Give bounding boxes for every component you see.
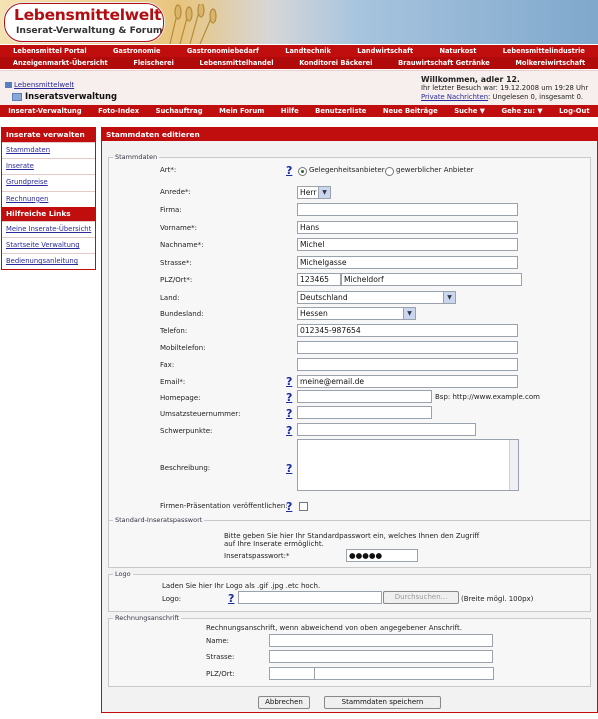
rechnung-name-input[interactable] xyxy=(269,634,493,647)
private-messages-link[interactable]: Private Nachrichten xyxy=(421,92,489,101)
cancel-button[interactable]: Abbrechen xyxy=(258,696,310,709)
vorname-input[interactable]: Hans xyxy=(297,221,518,234)
last-visit-text: Ihr letzter Besuch war: 19.12.2008 um 19:28 Uhr xyxy=(421,84,589,93)
breadcrumb-bar xyxy=(0,70,598,106)
nachname-label: Nachname*: xyxy=(160,241,204,249)
site-logo[interactable] xyxy=(4,3,164,42)
sidebar-heading-links: Hilfreiche Links xyxy=(2,207,95,221)
menu-item-gastronomie[interactable]: Gastronomie xyxy=(112,47,161,55)
main-panel xyxy=(101,127,598,713)
sidebar-link-inserate[interactable]: Inserate xyxy=(6,162,34,171)
help-icon-schwerpunkte[interactable]: ? xyxy=(286,424,293,437)
sidebar-link-stammdaten[interactable]: Stammdaten xyxy=(6,146,51,154)
rechnung-plz-input[interactable] xyxy=(269,667,315,680)
welcome-box xyxy=(421,76,588,101)
sidebar-link-startseite[interactable]: Startseite Verwaltung xyxy=(6,240,80,249)
sidebar-link-bedienungsanleitung[interactable]: Bedienungsanleitung xyxy=(6,257,79,266)
radio-gelegenheitsanbieter-label: Gelegenheitsanbieter xyxy=(309,166,385,174)
nav-foto-index[interactable]: Foto-Index xyxy=(98,107,140,115)
firma-input[interactable] xyxy=(297,203,518,216)
beschreibung-label: Beschreibung: xyxy=(160,464,211,472)
nav-hilfe[interactable]: Hilfe xyxy=(280,107,299,115)
wheat-image xyxy=(160,4,230,44)
menu-item-fleischerei[interactable]: Fleischerei xyxy=(133,59,174,67)
praesentation-label: Firmen-Präsentation veröffentlichen: xyxy=(160,502,288,510)
radio-gewerblicher-label: gewerblicher Anbieter xyxy=(396,166,474,174)
sidebar-item-bedienungsanleitung[interactable] xyxy=(2,253,95,269)
header-banner xyxy=(0,0,598,44)
menu-item-brauwirtschaft[interactable]: Brauwirtschaft Getränke xyxy=(398,59,490,67)
breadcrumb-link-lebensmittelwelt[interactable]: Lebensmittelwelt xyxy=(14,81,75,89)
sidebar-item-rechnungen[interactable] xyxy=(2,191,95,207)
land-label: Land: xyxy=(160,294,180,302)
passwort-label: Inseratspasswort:* xyxy=(224,552,290,560)
plz-input[interactable]: 123465 xyxy=(297,273,341,286)
messages-status: : Ungelesen 0, insgesamt 0. xyxy=(488,92,584,101)
menu-item-gastronomiebedarf[interactable]: Gastronomiebedarf xyxy=(186,47,259,55)
welcome-title: Willkommen, adler 12. xyxy=(421,75,520,84)
nav-mein-forum[interactable]: Mein Forum xyxy=(219,107,265,115)
rechnung-plz-label: PLZ/Ort: xyxy=(206,670,235,678)
homepage-hint: Bsp: http://www.example.com xyxy=(435,393,540,401)
browse-button[interactable]: Durchsuchen... xyxy=(383,591,459,604)
schwerpunkte-input[interactable] xyxy=(297,423,476,436)
radio-gelegenheitsanbieter[interactable] xyxy=(298,167,307,176)
nachname-input[interactable]: Michel xyxy=(297,238,518,251)
nav-inserat-verwaltung[interactable]: Inserat-Verwaltung xyxy=(8,107,82,115)
sidebar-link-meine-inserate[interactable]: Meine Inserate-Übersicht xyxy=(6,224,92,233)
logo-label: Logo: xyxy=(162,595,182,603)
umsatzsteuer-input[interactable] xyxy=(297,406,432,419)
homepage-input[interactable] xyxy=(297,390,432,403)
passwort-input[interactable]: ●●●●● xyxy=(346,549,418,562)
anrede-select[interactable] xyxy=(297,186,331,199)
nav-log-out[interactable]: Log-Out xyxy=(559,107,590,115)
land-select[interactable] xyxy=(297,291,456,304)
rechnung-text: Rechnungsanschrift, wenn abweichend von oben angegebener Anschrift. xyxy=(206,624,462,632)
rechnung-ort-input[interactable] xyxy=(314,667,494,680)
help-icon-logo[interactable]: ? xyxy=(228,592,235,605)
logo-upload-text: Laden Sie hier Ihr Logo als .gif .jpg .etc hoch. xyxy=(162,582,321,590)
rechnung-strasse-input[interactable] xyxy=(269,650,493,663)
umsatzsteuer-label: Umsatzsteuernummer: xyxy=(160,410,241,418)
chevron-down-icon: ▼ xyxy=(318,187,330,198)
telefon-label: Telefon: xyxy=(160,327,188,335)
sidebar-link-grundpreise[interactable]: Grundpreise xyxy=(6,178,48,187)
sidebar-item-inserate[interactable] xyxy=(2,158,95,174)
sidebar-item-stammdaten[interactable] xyxy=(2,142,95,158)
menu-item-lebensmittelhandel[interactable]: Lebensmittelhandel xyxy=(199,59,274,67)
art-label: Art*: xyxy=(160,166,177,174)
schwerpunkte-label: Schwerpunkte: xyxy=(160,427,213,435)
help-icon-praesentation[interactable]: ? xyxy=(286,500,293,513)
praesentation-checkbox[interactable] xyxy=(299,502,308,511)
menu-item-anzeigenmarkt[interactable]: Anzeigenmarkt-Übersicht xyxy=(12,59,108,67)
rechnung-strasse-label: Strasse: xyxy=(206,653,235,661)
nav-suche-dropdown[interactable]: Suche ▼ xyxy=(454,107,486,115)
passwort-text-1: Bitte geben Sie hier Ihr Standardpasswort ein, welches Ihnen den Zugriff xyxy=(224,532,480,540)
bundesland-value: Hessen xyxy=(300,309,328,318)
fax-input[interactable] xyxy=(297,358,518,371)
breadcrumb xyxy=(5,81,74,89)
legend-stammdaten: Stammdaten xyxy=(115,153,158,161)
help-icon-email[interactable]: ? xyxy=(286,375,293,388)
category-menu xyxy=(0,57,598,69)
sidebar-item-meine-inserate[interactable] xyxy=(2,221,95,237)
help-icon-umsatzsteuer[interactable]: ? xyxy=(286,407,293,420)
folder-icon xyxy=(12,93,22,101)
legend-rechnung: Rechnungsanschrift xyxy=(115,614,180,622)
menu-item-lebensmittelindustrie[interactable]: Lebensmittelindustrie xyxy=(502,47,585,55)
bundesland-label: Bundesland: xyxy=(160,310,204,318)
portal-menu xyxy=(0,45,598,57)
email-label: Email*: xyxy=(160,378,186,386)
breadcrumb-current xyxy=(12,91,117,101)
sidebar-item-grundpreise[interactable] xyxy=(2,174,95,190)
anrede-value: Herr xyxy=(300,188,317,197)
ort-input[interactable]: Micheldorf xyxy=(341,273,522,286)
nav-neue-beitraege[interactable]: Neue Beiträge xyxy=(382,107,438,115)
page-title: Stammdaten editieren xyxy=(102,128,597,141)
logo-subtitle: Inserat-Verwaltung & Forum xyxy=(16,25,163,36)
bundesland-select[interactable] xyxy=(297,307,416,320)
sidebar-heading-inserate: Inserate verwalten xyxy=(2,128,95,142)
logo-file-input[interactable] xyxy=(238,591,382,604)
menu-item-landtechnik[interactable]: Landtechnik xyxy=(285,47,331,55)
plz-ort-label: PLZ/Ort*: xyxy=(160,276,193,284)
mobiltelefon-label: Mobiltelefon: xyxy=(160,344,206,352)
telefon-input[interactable]: 012345-987654 xyxy=(297,324,518,337)
sidebar xyxy=(1,127,96,270)
anrede-label: Anrede*: xyxy=(160,188,191,196)
strasse-input[interactable]: Michelgasse xyxy=(297,256,518,269)
radio-gewerblicher-anbieter[interactable] xyxy=(385,167,394,176)
sidebar-link-rechnungen[interactable]: Rechnungen xyxy=(6,194,49,203)
land-value: Deutschland xyxy=(300,293,348,302)
firma-label: Firma: xyxy=(160,206,182,214)
homepage-label: Homepage: xyxy=(160,394,201,402)
save-button[interactable]: Stammdaten speichern xyxy=(324,696,441,709)
logo-title: Lebensmittelwelt xyxy=(14,6,162,24)
nav-suchauftrag[interactable]: Suchauftrag xyxy=(155,107,203,115)
home-icon xyxy=(5,82,12,88)
menu-item-naturkost[interactable]: Naturkost xyxy=(439,47,477,55)
menu-item-landwirtschaft[interactable]: Landwirtschaft xyxy=(357,47,414,55)
beschreibung-textarea[interactable] xyxy=(297,439,519,491)
vorname-label: Vorname*: xyxy=(160,224,197,232)
user-nav-menu xyxy=(0,105,598,117)
menu-item-molkerei[interactable]: Molkereiwirtschaft xyxy=(515,59,586,67)
sidebar-item-startseite[interactable] xyxy=(2,237,95,253)
legend-passwort: Standard-Inseratspasswort xyxy=(115,516,203,524)
breadcrumb-current-label: Inseratsverwaltung xyxy=(25,91,117,101)
menu-item-konditorei[interactable]: Konditorei Bäckerei xyxy=(299,59,373,67)
help-icon-homepage[interactable]: ? xyxy=(286,391,293,404)
mobiltelefon-input[interactable] xyxy=(297,341,518,354)
strasse-label: Strasse*: xyxy=(160,259,192,267)
fax-label: Fax: xyxy=(160,361,175,369)
help-icon-beschreibung[interactable]: ? xyxy=(286,462,293,475)
chevron-down-icon: ▼ xyxy=(443,292,455,303)
nav-benutzerliste[interactable]: Benutzerliste xyxy=(315,107,367,115)
passwort-text-2: auf Ihre Inserate ermöglicht. xyxy=(224,540,324,548)
legend-logo: Logo xyxy=(115,570,131,578)
textarea-scrollbar[interactable] xyxy=(509,440,518,490)
chevron-down-icon: ▼ xyxy=(403,308,415,319)
rechnung-name-label: Name: xyxy=(206,637,230,645)
help-icon-art[interactable]: ? xyxy=(286,164,293,177)
logo-hint: (Breite mögl. 100px) xyxy=(461,595,534,603)
menu-item-portal[interactable]: Lebensmittel Portal xyxy=(13,47,87,55)
nav-gehe-zu-dropdown[interactable]: Gehe zu: ▼ xyxy=(501,107,543,115)
email-input[interactable]: meine@email.de xyxy=(297,375,518,388)
